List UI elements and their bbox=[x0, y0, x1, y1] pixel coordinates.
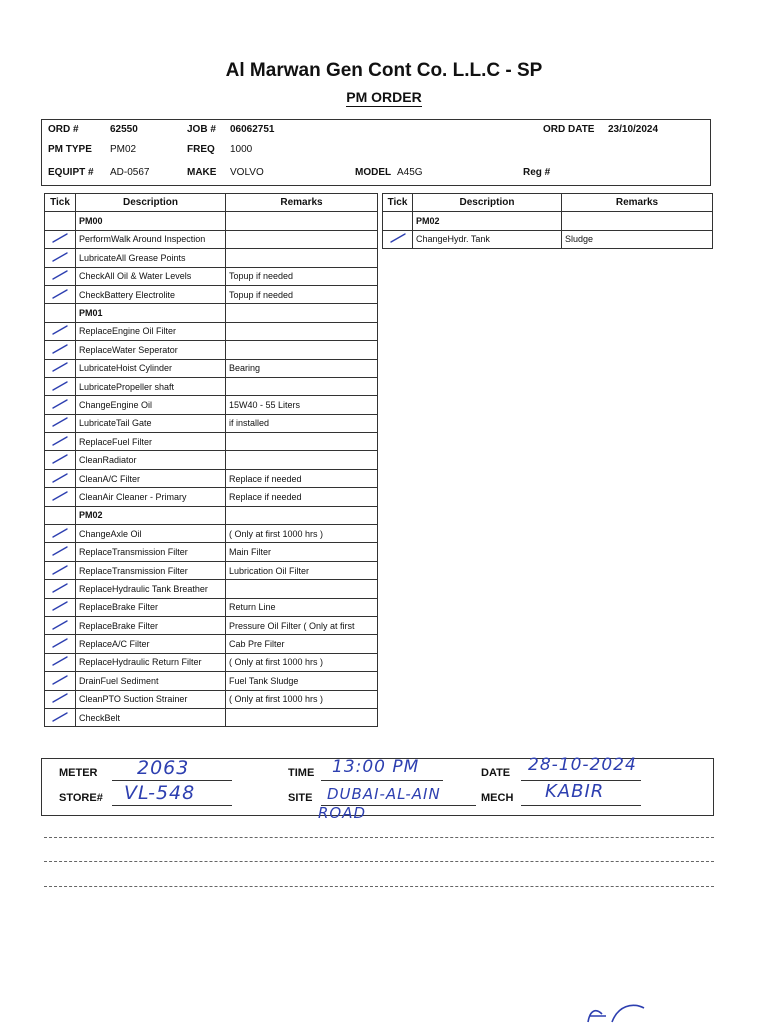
checkmark-icon bbox=[51, 659, 69, 669]
checkmark-icon bbox=[51, 604, 69, 614]
tick-cell[interactable] bbox=[45, 433, 76, 451]
remarks-cell bbox=[562, 212, 713, 230]
tick-cell[interactable] bbox=[45, 451, 76, 469]
description-cell: LubricateTail Gate bbox=[76, 414, 226, 432]
pm-type-label: PM TYPE bbox=[48, 144, 92, 155]
remarks-cell: Replace if needed bbox=[226, 469, 378, 487]
tick-cell[interactable] bbox=[383, 230, 413, 248]
signature-scribble bbox=[582, 1000, 652, 1024]
table-header-row bbox=[45, 194, 378, 212]
remarks-cell: 15W40 - 55 Liters bbox=[226, 396, 378, 414]
tick-cell[interactable] bbox=[45, 561, 76, 579]
checkmark-icon bbox=[51, 586, 69, 596]
ord-date-value: 23/10/2024 bbox=[608, 124, 659, 135]
section-label: PM00 bbox=[76, 212, 226, 230]
table-row bbox=[45, 267, 378, 285]
tick-cell[interactable] bbox=[45, 672, 76, 690]
remarks-cell: Fuel Tank Sludge bbox=[226, 672, 378, 690]
description-cell: ReplaceHydraulic Tank Breather bbox=[76, 580, 226, 598]
store-value: VL-548 bbox=[124, 782, 196, 804]
tick-cell[interactable] bbox=[45, 708, 76, 726]
tick-cell bbox=[45, 506, 76, 524]
time-label: TIME bbox=[288, 767, 315, 779]
checkmark-icon bbox=[51, 531, 69, 541]
section-row bbox=[45, 506, 378, 524]
remarks-cell bbox=[226, 212, 378, 230]
description-column-header: Description bbox=[76, 194, 226, 212]
remarks-cell: Cab Pre Filter bbox=[226, 635, 378, 653]
checkmark-icon bbox=[51, 328, 69, 338]
section-label: PM02 bbox=[413, 212, 562, 230]
checkmark-icon bbox=[51, 292, 69, 302]
equipt-value: AD-0567 bbox=[110, 167, 150, 178]
checkmark-icon bbox=[51, 678, 69, 688]
model-value: A45G bbox=[397, 167, 423, 178]
company-name: Al Marwan Gen Cont Co. L.L.C - SP bbox=[225, 60, 543, 81]
checkmark-icon bbox=[51, 715, 69, 725]
pm-checklist-right bbox=[382, 193, 713, 249]
remarks-cell: Main Filter bbox=[226, 543, 378, 561]
remarks-cell: Return Line bbox=[226, 598, 378, 616]
tick-cell bbox=[383, 212, 413, 230]
checkmark-icon bbox=[389, 236, 407, 246]
table-row bbox=[45, 672, 378, 690]
checkmark-icon bbox=[51, 236, 69, 246]
table-row bbox=[45, 488, 378, 506]
checkmark-icon bbox=[51, 494, 69, 504]
tick-cell[interactable] bbox=[45, 543, 76, 561]
table-row bbox=[45, 285, 378, 303]
table-row bbox=[45, 616, 378, 634]
pm-type-value: PM02 bbox=[110, 144, 137, 155]
equipt-label: EQUIPT # bbox=[48, 167, 94, 178]
completion-footer bbox=[41, 755, 714, 816]
description-cell: ReplaceEngine Oil Filter bbox=[76, 322, 226, 340]
description-cell: ChangeAxle Oil bbox=[76, 525, 226, 543]
tick-cell[interactable] bbox=[45, 414, 76, 432]
remarks-column-header: Remarks bbox=[562, 194, 713, 212]
description-cell: DrainFuel Sediment bbox=[76, 672, 226, 690]
tick-cell[interactable] bbox=[45, 635, 76, 653]
site-value-line2: ROAD bbox=[318, 804, 367, 822]
section-row bbox=[45, 212, 378, 230]
checkmark-icon bbox=[51, 457, 69, 467]
description-cell: ReplaceWater Seperator bbox=[76, 341, 226, 359]
notes-line-2 bbox=[44, 861, 714, 862]
tick-cell[interactable] bbox=[45, 249, 76, 267]
remarks-cell: Sludge bbox=[562, 230, 713, 248]
table-row bbox=[45, 543, 378, 561]
remarks-cell bbox=[226, 433, 378, 451]
description-cell: CheckBattery Electrolite bbox=[76, 285, 226, 303]
checkmark-icon bbox=[51, 549, 69, 559]
tick-cell[interactable] bbox=[45, 616, 76, 634]
remarks-cell: ( Only at first 1000 hrs ) bbox=[226, 653, 378, 671]
tick-cell[interactable] bbox=[45, 525, 76, 543]
remarks-cell: ( Only at first 1000 hrs ) bbox=[226, 690, 378, 708]
tick-cell[interactable] bbox=[45, 396, 76, 414]
tick-cell[interactable] bbox=[45, 653, 76, 671]
remarks-column-header: Remarks bbox=[226, 194, 378, 212]
table-row bbox=[383, 230, 713, 248]
model-label: MODEL bbox=[355, 167, 392, 178]
description-cell: PerformWalk Around Inspection bbox=[76, 230, 226, 248]
tick-column-header: Tick bbox=[45, 194, 76, 212]
description-cell: CleanAir Cleaner - Primary bbox=[76, 488, 226, 506]
make-value: VOLVO bbox=[230, 167, 264, 178]
table-row bbox=[45, 469, 378, 487]
tick-cell[interactable] bbox=[45, 690, 76, 708]
checkmark-icon bbox=[51, 439, 69, 449]
table-row bbox=[45, 451, 378, 469]
store-label: STORE# bbox=[59, 792, 103, 804]
table-row bbox=[45, 635, 378, 653]
site-value: DUBAI-AL-AIN bbox=[327, 785, 441, 803]
tick-cell[interactable] bbox=[45, 341, 76, 359]
meter-label: METER bbox=[59, 767, 98, 779]
remarks-cell bbox=[226, 580, 378, 598]
notes-line-1 bbox=[44, 837, 714, 838]
tick-cell[interactable] bbox=[45, 322, 76, 340]
description-cell: ChangeEngine Oil bbox=[76, 396, 226, 414]
description-cell: ReplaceTransmission Filter bbox=[76, 543, 226, 561]
remarks-cell bbox=[226, 230, 378, 248]
mech-value: KABIR bbox=[545, 781, 605, 802]
checkmark-icon bbox=[51, 420, 69, 430]
tick-cell[interactable] bbox=[45, 285, 76, 303]
description-cell: ReplaceBrake Filter bbox=[76, 598, 226, 616]
table-row bbox=[45, 433, 378, 451]
table-row bbox=[45, 580, 378, 598]
job-value: 06062751 bbox=[230, 124, 275, 135]
meter-line bbox=[112, 780, 232, 781]
date-label: DATE bbox=[481, 767, 511, 779]
time-value: 13:00 PM bbox=[332, 757, 420, 777]
description-cell: ReplaceBrake Filter bbox=[76, 616, 226, 634]
time-line bbox=[321, 780, 443, 781]
checkmark-icon bbox=[51, 255, 69, 265]
description-cell: ReplaceTransmission Filter bbox=[76, 561, 226, 579]
remarks-cell: ( Only at first 1000 hrs ) bbox=[226, 525, 378, 543]
tick-cell[interactable] bbox=[45, 359, 76, 377]
description-cell: CleanRadiator bbox=[76, 451, 226, 469]
section-label: PM02 bbox=[76, 506, 226, 524]
remarks-cell bbox=[226, 451, 378, 469]
tick-cell[interactable] bbox=[45, 469, 76, 487]
pm-checklist-left bbox=[44, 193, 378, 727]
description-cell: ReplaceFuel Filter bbox=[76, 433, 226, 451]
tick-cell bbox=[45, 212, 76, 230]
description-cell: CleanA/C Filter bbox=[76, 469, 226, 487]
site-label: SITE bbox=[288, 792, 313, 804]
checkmark-icon bbox=[51, 641, 69, 651]
reg-label: Reg # bbox=[523, 167, 551, 178]
section-row bbox=[45, 304, 378, 322]
checkmark-icon bbox=[51, 476, 69, 486]
table-row bbox=[45, 230, 378, 248]
table-row bbox=[45, 249, 378, 267]
table-row bbox=[45, 377, 378, 395]
description-cell: ReplaceA/C Filter bbox=[76, 635, 226, 653]
table-header-row bbox=[383, 194, 713, 212]
tick-cell[interactable] bbox=[45, 488, 76, 506]
remarks-cell bbox=[226, 322, 378, 340]
order-header bbox=[41, 119, 711, 186]
table-row bbox=[45, 653, 378, 671]
checkmark-icon bbox=[51, 696, 69, 706]
checkmark-icon bbox=[51, 402, 69, 412]
description-cell: CleanPTO Suction Strainer bbox=[76, 690, 226, 708]
table-row bbox=[45, 561, 378, 579]
description-column-header: Description bbox=[413, 194, 562, 212]
ord-date-label: ORD DATE bbox=[543, 124, 595, 135]
tick-column-header: Tick bbox=[383, 194, 413, 212]
checkmark-icon bbox=[51, 273, 69, 283]
tick-cell[interactable] bbox=[45, 267, 76, 285]
make-label: MAKE bbox=[187, 167, 217, 178]
table-row bbox=[45, 525, 378, 543]
remarks-cell bbox=[226, 377, 378, 395]
table-row bbox=[45, 690, 378, 708]
table-row bbox=[45, 359, 378, 377]
description-cell: LubricatePropeller shaft bbox=[76, 377, 226, 395]
description-cell: LubricateHoist Cylinder bbox=[76, 359, 226, 377]
table-row bbox=[45, 341, 378, 359]
ord-value: 62550 bbox=[110, 124, 138, 135]
description-cell: ChangeHydr. Tank bbox=[413, 230, 562, 248]
checkmark-icon bbox=[51, 623, 69, 633]
mech-label: MECH bbox=[481, 792, 514, 804]
section-row bbox=[383, 212, 713, 230]
remarks-cell: if installed bbox=[226, 414, 378, 432]
remarks-cell: Lubrication Oil Filter bbox=[226, 561, 378, 579]
notes-line-3 bbox=[44, 886, 714, 887]
remarks-cell bbox=[226, 249, 378, 267]
remarks-cell: Pressure Oil Filter ( Only at first bbox=[226, 616, 378, 634]
section-label: PM01 bbox=[76, 304, 226, 322]
remarks-cell bbox=[226, 341, 378, 359]
table-row bbox=[45, 598, 378, 616]
remarks-cell bbox=[226, 506, 378, 524]
tick-cell bbox=[45, 304, 76, 322]
checkmark-icon bbox=[51, 568, 69, 578]
tick-cell[interactable] bbox=[45, 598, 76, 616]
checkmark-icon bbox=[51, 384, 69, 394]
table-row bbox=[45, 396, 378, 414]
freq-value: 1000 bbox=[230, 144, 253, 155]
checkmark-icon bbox=[51, 347, 69, 357]
mech-line bbox=[521, 805, 641, 806]
ord-label: ORD # bbox=[48, 124, 79, 135]
table-row bbox=[45, 708, 378, 726]
table-row bbox=[45, 414, 378, 432]
description-cell: CheckAll Oil & Water Levels bbox=[76, 267, 226, 285]
remarks-cell: Bearing bbox=[226, 359, 378, 377]
freq-label: FREQ bbox=[187, 144, 215, 155]
tick-cell[interactable] bbox=[45, 230, 76, 248]
document-title: PM ORDER bbox=[346, 89, 422, 105]
description-cell: CheckBelt bbox=[76, 708, 226, 726]
date-value: 28-10-2024 bbox=[528, 755, 637, 775]
checkmark-icon bbox=[51, 365, 69, 375]
remarks-cell: Topup if needed bbox=[226, 285, 378, 303]
store-line bbox=[112, 805, 232, 806]
description-cell: ReplaceHydraulic Return Filter bbox=[76, 653, 226, 671]
remarks-cell: Replace if needed bbox=[226, 488, 378, 506]
meter-value: 2063 bbox=[137, 757, 190, 779]
tick-cell[interactable] bbox=[45, 377, 76, 395]
remarks-cell bbox=[226, 304, 378, 322]
remarks-cell bbox=[226, 708, 378, 726]
table-row bbox=[45, 322, 378, 340]
remarks-cell: Topup if needed bbox=[226, 267, 378, 285]
tick-cell[interactable] bbox=[45, 580, 76, 598]
description-cell: LubricateAll Grease Points bbox=[76, 249, 226, 267]
job-label: JOB # bbox=[187, 124, 216, 135]
